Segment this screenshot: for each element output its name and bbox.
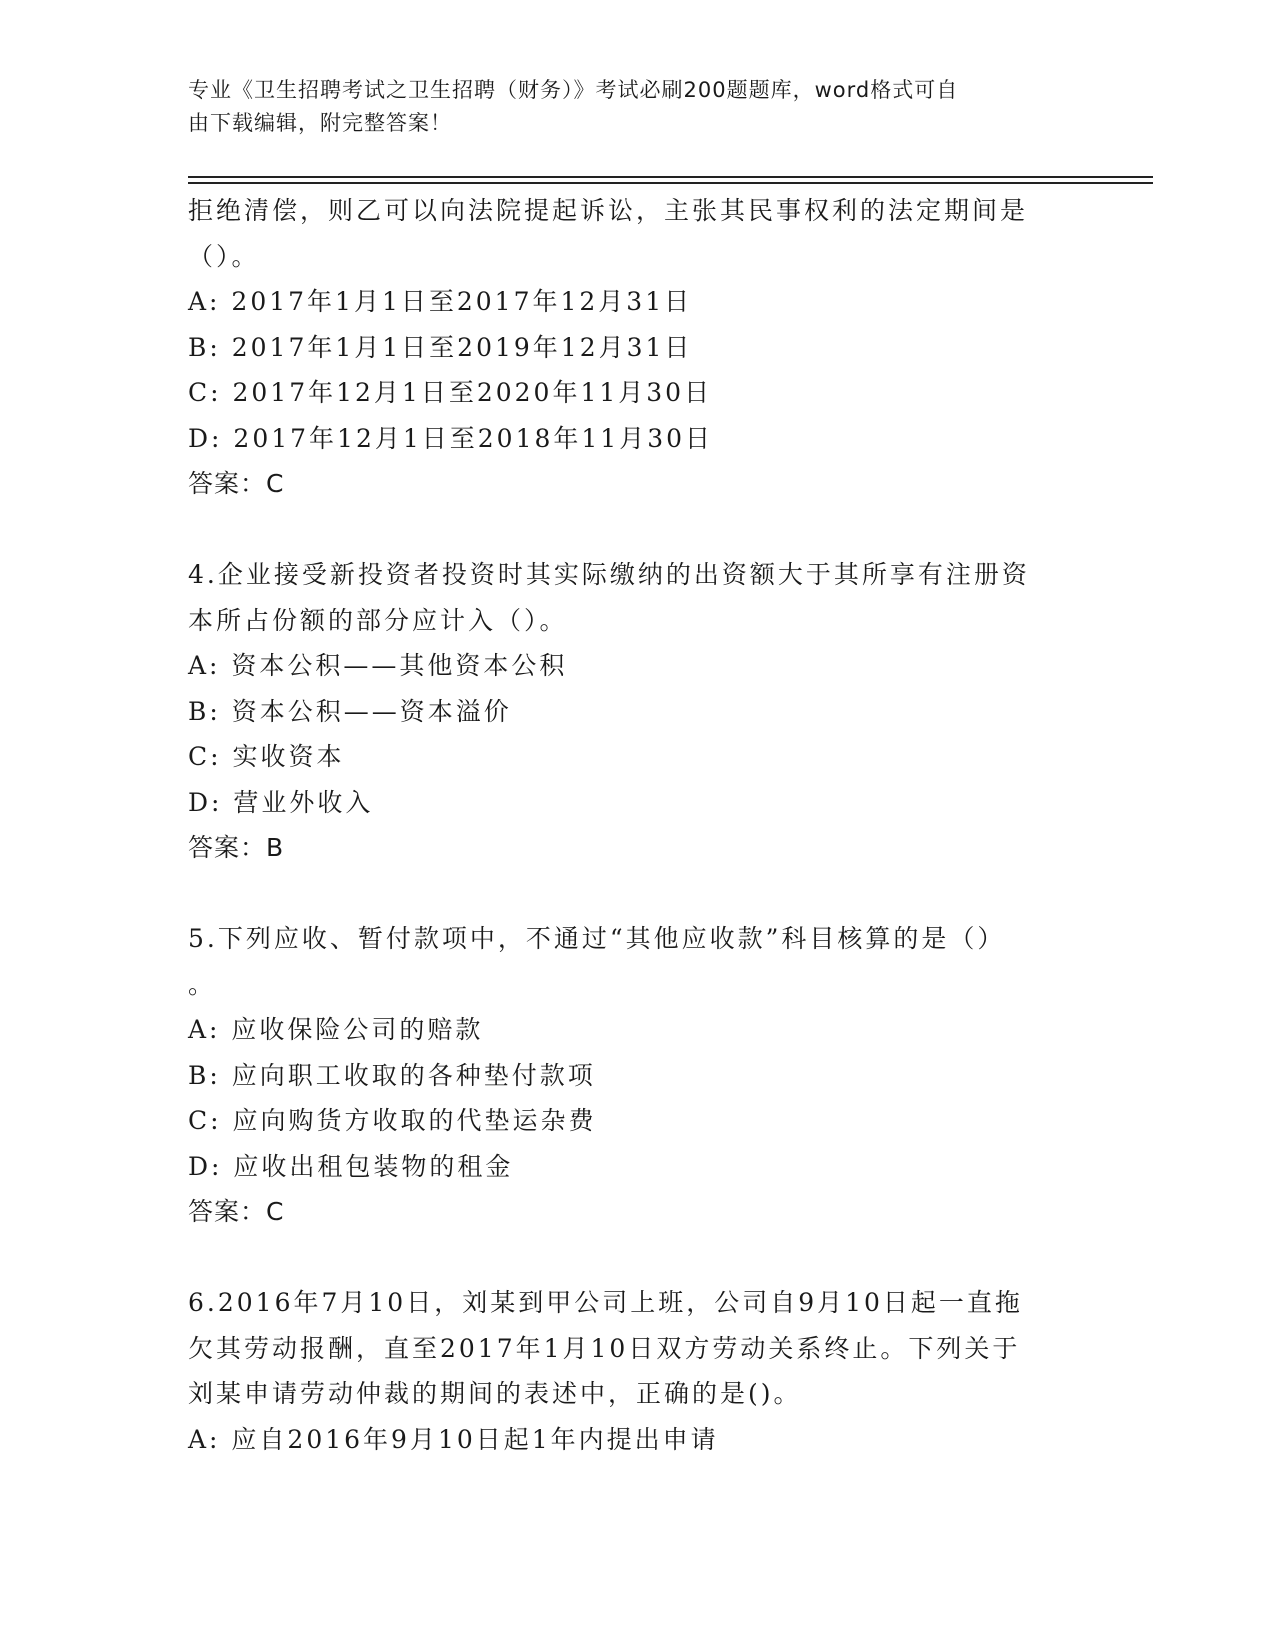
question-stem: 欠其劳动报酬，直至2017年1月10日双方劳动关系终止。下列关于 (188, 1333, 1021, 1363)
question-stem: 6.2016年7月10日，刘某到甲公司上班，公司自9月10日起一直拖 (188, 1288, 1023, 1317)
option-b: B: 资本公积——资本溢价 (188, 696, 512, 726)
option-a: A: 应收保险公司的赔款 (188, 1015, 484, 1044)
document-header (188, 74, 1068, 140)
question-stem: （）。 (188, 241, 260, 271)
question-spacer (188, 507, 1068, 553)
question-5 (188, 916, 1068, 1235)
question-stem: 拒绝清偿，则乙可以向法院提起诉讼，主张其民事权利的法定期间是 (188, 196, 1029, 225)
option-b: B: 2017年1月1日至2019年12月31日 (188, 332, 693, 362)
question-4 (188, 552, 1068, 871)
option-a: A: 应自2016年9月10日起1年内提出申请 (188, 1424, 719, 1454)
header-title-line1: 专业《卫生招聘考试之卫生招聘（财务）》考试必刷200题题库，word格式可自 (188, 78, 959, 102)
answer: 答案：C (188, 469, 285, 498)
option-d: D: 营业外收入 (188, 787, 374, 817)
option-d: D: 2017年12月1日至2018年11月30日 (188, 423, 714, 453)
header-title-line2: 由下载编辑，附完整答案！ (188, 111, 452, 135)
option-c: C: 应向购货方收取的代垫运杂费 (188, 1106, 597, 1135)
question-spacer (188, 871, 1068, 917)
question-stem: 。 (188, 969, 217, 999)
question-6 (188, 1280, 1068, 1462)
question-stem: 本所占份额的部分应计入（）。 (188, 605, 568, 635)
answer: 答案：C (188, 1197, 285, 1226)
question-3 (188, 188, 1068, 507)
answer: 答案：B (188, 833, 285, 862)
option-a: A: 2017年1月1日至2017年12月31日 (188, 287, 693, 316)
option-b: B: 应向职工收取的各种垫付款项 (188, 1060, 596, 1090)
header-divider-bottom (188, 182, 1153, 184)
question-spacer (188, 1235, 1068, 1281)
option-d: D: 应收出租包装物的租金 (188, 1151, 514, 1181)
question-stem: 5.下列应收、暂付款项中，不通过“其他应收款”科目核算的是（） (188, 924, 1006, 953)
question-list (188, 188, 1068, 1462)
question-stem: 4.企业接受新投资者投资时其实际缴纳的出资额大于其所享有注册资 (188, 560, 1030, 589)
option-c: C: 实收资本 (188, 742, 345, 771)
header-divider-top (188, 176, 1153, 178)
question-stem: 刘某申请劳动仲裁的期间的表述中，正确的是()。 (188, 1379, 802, 1408)
option-c: C: 2017年12月1日至2020年11月30日 (188, 378, 713, 407)
option-a: A: 资本公积——其他资本公积 (188, 651, 568, 680)
